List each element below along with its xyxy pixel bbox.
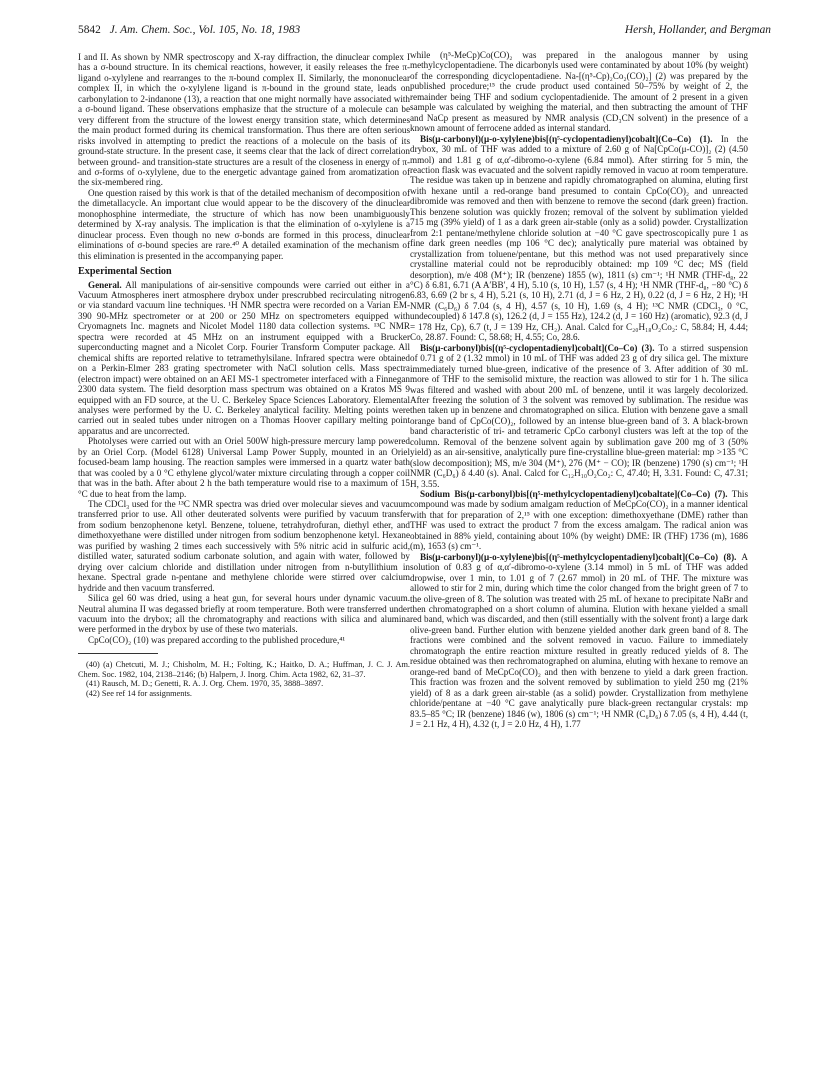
paragraph-text: All manipulations of air-sensitive compounds were carried out either in a Vacuum Atmospheres inert atmosphere drybox under prescrubbed recirculating nitrogen or via standard vacuum line techniques. ¹H NMR spectra were recorded on a Varian EM-390 90-MHz spectrometer or at 200 or 250 MHz on spectrometers equipped with Cryomagnets Inc. magnets and Nicolet Model 1180 data collection systems. ¹³C NMR spectra were recorded at 45 MHz on an instrument equipped with a Brucker superconducting magnet and a Nicolet Corp. Fourier Transform Computer package. All chemical shifts are reported relative to tetramethylsilane. Infrared spectra were obtained on a Perkin-Elmer 283 grating spectrometer with NaCl solution cells. Mass spectra (electron impact) were obtained on an AEI MS-1 spectrometer interfaced with a Finnegan 2300 data system. The field desorption mass spectrum was obtained on a Kratos MS 9 equipped with an FD source, at the U. C. Berkeley Space Sciences Laboratory. Elemental analyses were performed by the U. C. Berkeley analytical facility. Melting points were carried out in sealed tubes under nitrogen on a Thomas Hoover capillary melting point apparatus and are uncorrected. [78,279,410,436]
footnote-divider [78,653,158,654]
header-authors: Hersh, Hollander, and Bergman [624,24,771,36]
compound-1-paragraph [410,134,748,343]
paragraph: Photolyses were carried out with an Oriel 500W high-pressure mercury lamp powered by an Oriel Corp. (Model 6128) Universal Lamp Power Supply, mounted in an Oriel focused-beam lamp housing. The reaction samples were immersed in a quartz water bath that was cooled by a 0 °C ethylene glycol/water mixture circulating through a copper coil that was in the bath. After about 2 h the bath temperature would rise to a maximum of 15 °C due to heat from the lamp. [78,436,410,499]
right-column [410,50,748,729]
compound-heading: Bis(μ-carbonyl)(μ-o-xylylene)bis[(η⁵-cyclopentadienyl)cobalt](Co–Co) (1). [420,133,713,144]
paragraph: while (η⁵-MeCp)Co(CO)₂ was prepared in the analogous manner by using methylcyclopentadiene. The dicarbonyls used were contaminated by about 10% (by weight) of the corresponding dicyclopentadiene. Na-[(η⁵-Cp)₂Co₂(CO)₂] (2) was prepared by the published procedure;¹⁵ the crude product used contained 50–75% by weight of 2, the remainder being THF and sodium cyclopentadienide. The amount of 2 present in a given sample was calculated by weighing the material, and then subtracting the amount of THF and NaCp present as measured by NMR analysis (CD₃CN solvent) in the presence of a known amount of ferrocene added as internal standard. [410,50,748,134]
paragraph-general [78,280,410,437]
left-column [78,52,410,698]
run-in-heading: General. [88,279,122,290]
paragraph: The CDCl₃ used for the ¹³C NMR spectra was dried over molecular sieves and vacuum transferred prior to use. All other deuterated solvents were purified by vacuum transfer from sodium benzophenone ketyl. Benzene, toluene, tetrahydrofuran, diethyl ether, and dimethoxyethane were distilled under nitrogen from sodium benzophenone ketyl. Hexane was purified by washing 2 times each successively with 5% nitric acid in sulfuric acid, distilled water, saturated sodium carbonate solution, and again with water, followed by drying over calcium chloride and distillation under nitrogen from n-butyllithium in hexane. Spectral grade n-pentane and methylene chloride were stirred over calcium hydride and then vacuum transferred. [78,499,410,593]
paragraph-text: In the drybox, 30 mL of THF was added to a mixture of 2.60 g of Na[CpCo(μ-CO)]₂ (2) (4.50 mmol) and 1.81 g of α,α′-dibromo-o-xylene (6.84 mmol). After stirring for 5 min, the reaction flask was evacuated and the solvent rapidly removed in vacuo at room temperature. The residue was taken up in benzene and rapidly chromatographed on alumina, eluting first with hexane until a red-orange band presumed to contain CpCo(CO)₂ and unreacted dibromide was removed and then with benzene to remove the second (dark green) fraction. This benzene solution was quickly frozen; removal of the solvent by sublimation yielded 715 mg (39% yield) of 1 as a dark green air-stable (only as a solid) powder. Crystallization from 2:1 pentane/methylene chloride solution at −40 °C gave spectroscopically pure 1 as fine dark green needles (mp 106 °C dec); analytically pure material was obtained by crystallization from toluene/pentane, but this method was not used preparatively since crystalline material could not be reproducibly obtained: mp 109 °C dec; MS (field desorption), m/e 408 (M⁺); IR (benzene) 1855 (w), 1811 (s) cm⁻¹; ¹H NMR (THF-d₈, 22 °C) δ 6.81, 6.71 (A A′BB′, 4 H), 5.10 (s, 10 H), 1.57 (s, 4 H); ¹H NMR (THF-d₈, −80 °C) δ 6.83, 6.69 (2 br s, 4 H), 5.21 (s, 10 H), 2.71 (d, J = 6 Hz, 2 H), 0.22 (d, J = 6 Hz, 2 H); ¹H NMR (C₆D₆) δ 7.04 (s, 4 H), 4.57 (s, 10 H), 1.69 (s, 4 H); ¹³C NMR (CDCl₃, 0 °C, undecoupled) δ 147.8 (s), 126.2 (d, J = 155 Hz), 124.2 (d, J = 160 Hz) (aromatic), 92.3 (d, J = 178 Hz, Cp), 6.7 (t, J = 139 Hz, CH₂). Anal. Calcd for C₂₀H₁₈O₂Co₂: C, 58.84; H, 4.44; Co, 28.87. Found: C, 58.68; H, 4.55; Co, 28.6. [410,133,748,343]
paragraph: CpCo(CO)₂ (10) was prepared according to the published procedure,⁴¹ [88,634,346,645]
paragraph: One question raised by this work is that of the detailed mechanism of decomposition of the dimetallacycle. An important clue would appear to be the discovery of the dinuclear monophosphine intermediate, the structure of which has now been unambiguously determined by X-ray analysis. The implication is that the elimination of o-xylylene is a dinuclear process. Even though no new σ-bonds are formed in this process, dinuclear eliminations of σ-bound species are rare.⁴⁰ A detailed examination of the mechanism of this elimination is presented in the accompanying paper. [78,187,410,261]
footnote: (42) See ref 14 for assignments. [86,688,192,698]
compound-heading: Bis(μ-carbonyl)bis[(η⁵-cyclopentadienyl)cobalt](Co–Co) (3). [420,342,655,353]
running-header [78,22,771,38]
paragraph: I and II. As shown by NMR spectroscopy and X-ray diffraction, the dinuclear complex I has a σ-bound structure. In its chemical reactions, however, it easily releases the free π-ligand o-xylylene and rearranges to the π-bound complex II. Similarly, the mononuclear complex II, in which the o-xylylene ligand is π-bound in the ground state, leads on carbonylation to 2-indanone (13), a reaction that one might normally have associated with a σ-bound ligand. These observations emphasize that the structure of a molecule can be very different from the structure of the lowest energy transition state, which determines the main product formed during its chemical transformation. Thus there are often serious risks involved in attempting to predict the reactions of a molecule on the basis of its ground-state structure. In the present case, it seems clear that the lack of direct correlation between ground- and transition-state structures are a result of the closeness in energy of π- and σ-forms of o-xylylene, due to the energetic advantage gained from aromatization of the six-membered ring. [78,52,410,188]
compound-7-paragraph [410,489,748,552]
compound-8-paragraph [410,552,748,730]
paragraph: Silica gel 60 was dried, using a heat gun, for several hours under dynamic vacuum. Neutral alumina II was degassed briefly at room temperature. Both were transferred under vacuum into the drybox; all the chromatography and reactions with silica and alumina were performed in the drybox by use of these two materials. [78,593,410,635]
footnote: (41) Rausch, M. D.; Genetti, R. A. J. Org. Chem. 1970, 35, 3888–3897. [86,679,324,689]
paragraph-text: To a stirred suspension of 0.71 g of 2 (1.32 mmol) in 10 mL of THF was added 23 g of dry silica gel. The mixture immediately turned blue-green, indicative of the presence of 3. After addition of 30 mL more of THF to the semisolid mixture, the reaction was allowed to stir for 1 h. The silica was filtered and washed with about 200 mL of benzene, until it was largely decolorized. After freezing the solution of 3 the solvent was removed by sublimation. The residue was then taken up in benzene and chromatographed on silica. Elution with benzene gave a small orange band of CpCo(CO)₂, followed by an intense blue-green band of 3. A black-brown band characteristic of tri- and tetrameric CpCo carbonyl clusters was left at the top of the column. Removal of the benzene solvent again by sublimation gave 200 mg of 3 (50% yield) as an air-sensitive, analytically pure fine-crystalline blue-green material: mp >135 °C (slow decomposition); MS, m/e 304 (M⁺), 276 (M⁺ − CO); IR (benzene) 1790 (s) cm⁻¹; ¹H NMR (C₆D₆) δ 4.40 (s). Anal. Calcd for C₁₂H₁₀O₂Co₂: C, 47.40; H, 3.31. Found: C, 47.31; H, 3.55. [410,342,748,489]
header-left [78,22,300,38]
section-title: Experimental Section [78,266,172,278]
paragraph-text: A solution of 0.83 g of α,α′-dibromo-o-xylene (3.14 mmol) in 5 mL of THF was added dropwise, over 1 min, to 1.01 g of 7 (2.67 mmol) in 20 mL of THF. The mixture was allowed to stir for 2 min, during which time the color changed from the bright green of 7 to the olive-green of 8. The solution was treated with 25 mL of hexane to precipitate NaBr and then chromatographed on a short column of alumina. Elution with hexane yielded a small red band, which was discarded, and then (still essentially with the solvent front) a large dark olive-green band. Further elution with benzene yielded another dark green band of 8. The fractions were combined and the solvent removed in vacuo. Failure to immediately chromatograph the entire reaction mixture resulted in greatly reduced yields of 8. The residue obtained was then rechromatographed on alumina, eluting with hexane to remove an orange-red band of MeCpCo(CO)₂ and then with benzene to yield a dark green fraction. This fraction was frozen and the solvent removed by sublimation to yield 250 mg (21% yield) of 8 as a dark green air-stable (as a solid) powder. Crystallization from methylene chloride/pentane at −40 °C gave analytically pure black-green rectangular crystals: mp 83.5–85 °C; IR (benzene) 1846 (w), 1806 (s) cm⁻¹; ¹H NMR (C₆D₆) δ 7.05 (s, 4 H), 4.44 (t, J = 2.1 Hz, 4 H), 4.32 (t, J = 2.0 Hz, 4 H), 1.77 [410,551,748,729]
compound-heading: Sodium Bis(μ-carbonyl)bis[(η⁵-methylcyclopentadienyl)cobaltate](Co–Co) (7). [420,489,728,500]
compound-3-paragraph [410,343,748,489]
footnote: (40) (a) Chetcuti, M. J.; Chisholm, M. H.; Folting, K.; Haitko, D. A.; Huffman, J. C. J. Am. Chem. Soc. 1982, 104, 2138–2146; (b) Halpern, J. Inorg. Chim. Acta 1982, 62, 31–37. [78,660,410,679]
page-number: 5842 [78,24,101,36]
footnotes [78,660,410,698]
compound-heading: Bis(μ-carbonyl)(μ-o-xylylene)bis[(η⁵-methylcyclopentadienyl)cobalt](Co–Co) (8). [420,551,737,562]
journal-citation: J. Am. Chem. Soc., Vol. 105, No. 18, 1983 [109,24,301,36]
paragraph-text: This compound was made by sodium amalgam reduction of MeCpCo(CO)₂ in a manner identical with that for preparation of 2,¹⁵ with one exception: dimethoxyethane (DME) rather than THF was used to extract the product 7 from the excess amalgam. The radical anion was obtained in 88% yield, containing about 10% (by weight) DME: IR (THF) 1736 (m), 1686 (m), 1653 (s) cm⁻¹. [410,489,748,552]
